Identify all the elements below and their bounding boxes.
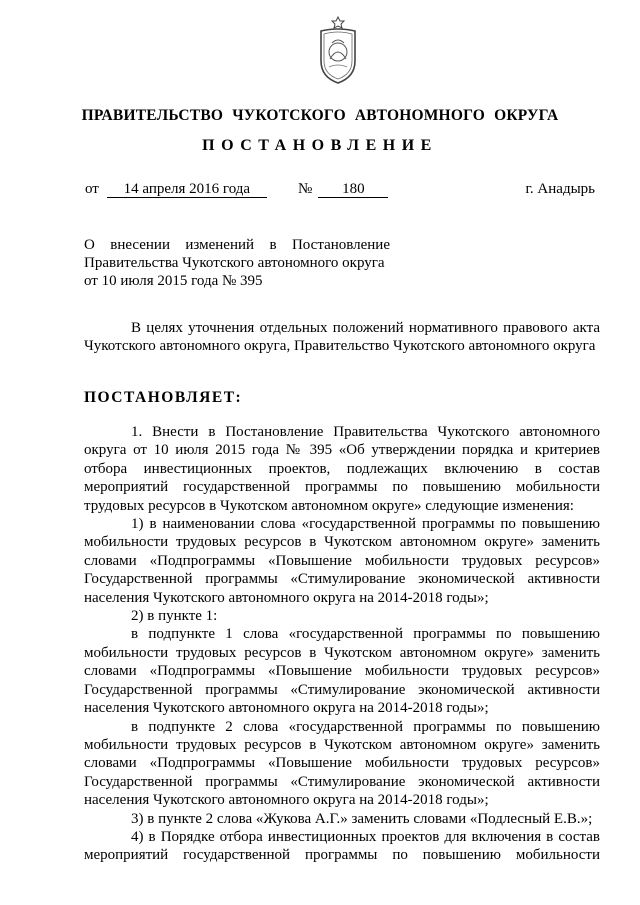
document-subject: [84, 236, 390, 290]
number-label: №: [298, 181, 313, 197]
date-field: [85, 181, 267, 198]
subject-line: от 10 июля 2015 года № 395: [84, 273, 263, 289]
subject-line: Правительства Чукотского автономного округа: [84, 255, 385, 271]
paragraph: 1. Внести в Постановление Правительства Чукотского автономного округа от 10 июля 2015 года № 395 «Об утверждении порядка и критериев отбора инвестиционных проектов, подлежащих включению в состав мероприятий государственной программы по повышению мобильности трудовых ресурсов в Чукотском автономном округе» следующие изменения:: [84, 424, 600, 514]
paragraph: в подпункте 2 слова «государственной программы по повышению мобильности трудовых ресурсов в Чукотском автономном округе» заменить словами «Подпрограммы «Повышение мобильности трудовых ресурсов» Государственной программы «Стимулирование экономической активности населения Чукотского автономного округа на 2014-2018 годы»;: [84, 718, 600, 809]
resolution-body: [84, 423, 600, 865]
paragraph: 3) в пункте 2 слова «Жукова А.Г.» заменить словами «Подлесный Е.В.»;: [131, 810, 593, 827]
document-number: 180: [318, 181, 388, 198]
document-date: 14 апреля 2016 года: [107, 181, 267, 198]
subject-line: О внесении изменений в Постановление: [84, 237, 390, 253]
paragraph: в подпункте 1 слова «государственной программы по повышению мобильности трудовых ресурсов в Чукотском автономном округе» заменить словами «Подпрограммы «Повышение мобильности трудовых ресурсов» Государственной программы «Стимулирование экономической активности населения Чукотского автономного округа на 2014-2018 годы»;: [84, 626, 600, 717]
preamble: [84, 319, 600, 356]
paragraph: 4) в Порядке отбора инвестиционных проектов для включения в состав мероприятий государственной программы по повышению мобильности: [84, 828, 600, 864]
document-type: ПОСТАНОВЛЕНИЕ: [202, 137, 438, 154]
number-field: [298, 181, 388, 198]
resolves-heading: ПОСТАНОВЛЯЕТ:: [84, 389, 243, 406]
paragraph: 2) в пункте 1:: [131, 608, 218, 625]
preamble-text: В целях уточнения отдельных положений нормативного правового акта Чукотского автономного округа, Правительство Чукотского автономного округа: [84, 320, 600, 355]
coat-of-arms-icon: [313, 15, 363, 87]
from-label: от: [85, 181, 99, 197]
government-title: ПРАВИТЕЛЬСТВО ЧУКОТСКОГО АВТОНОМНОГО ОКРУГА: [81, 107, 559, 124]
document-place: г. Анадырь: [525, 181, 595, 197]
paragraph: 1) в наименовании слова «государственной программы по повышению мобильности трудовых ресурсов в Чукотском автономном округе» заменить словами «Подпрограммы «Повышение мобильности трудовых ресурсов» Государственной программы «Стимулирование экономической активности населения Чукотского автономного округа на 2014-2018 годы»;: [84, 516, 600, 606]
